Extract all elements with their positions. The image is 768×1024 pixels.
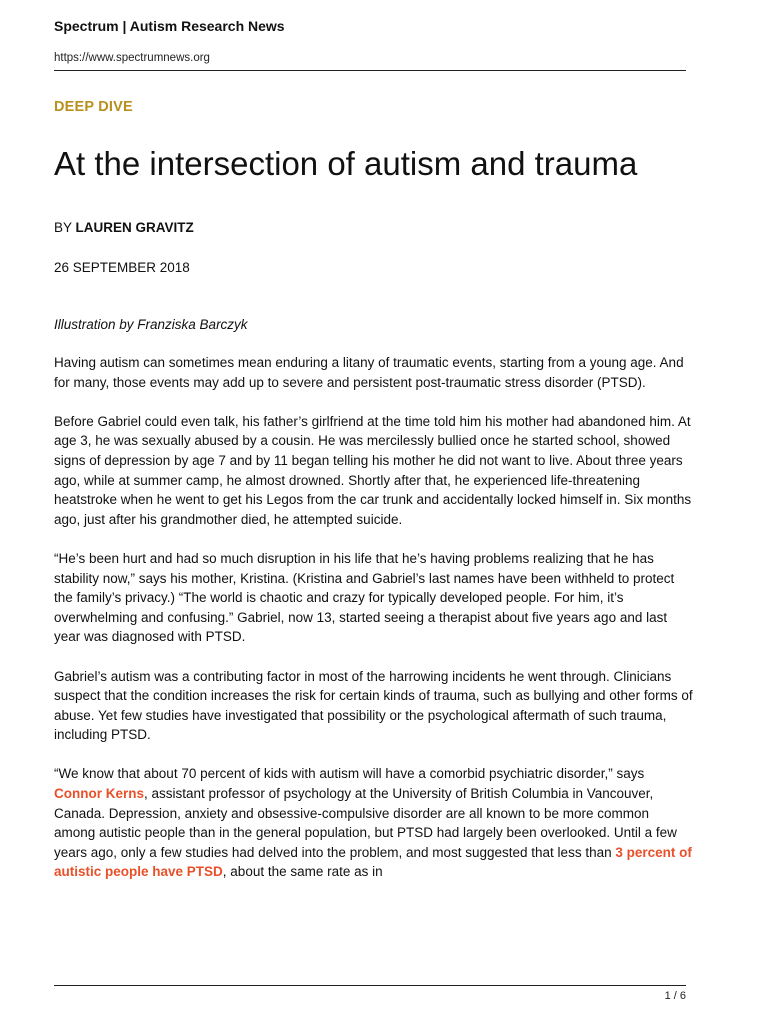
site-title: Spectrum | Autism Research News <box>54 18 285 34</box>
header-divider <box>54 70 686 71</box>
article-kicker: DEEP DIVE <box>54 99 133 115</box>
paragraph-1: Having autism can sometimes mean enduring a litany of traumatic events, starting from a young age. And for many, those events may add up to severe and persistent post-traumatic stress disorder (PTSD). <box>54 355 684 390</box>
paragraph-3: “He’s been hurt and had so much disruption in his life that he’s having problems realizing that he has stability now,” says his mother, Kristina. (Kristina and Gabriel’s last names have been withheld to protect the family’s privacy.) “The world is chaotic and crazy for typically developed people. For him, it’s overwhelming and confusing.” Gabriel, now 13, started seeing a therapist about five years ago and last year was diagnosed with PTSD. <box>54 550 675 645</box>
connor-kerns-link[interactable]: Connor Kerns <box>54 786 145 802</box>
paragraph-2: Before Gabriel could even talk, his father’s girlfriend at the time told him his mother had abandoned him. At age 3, he was sexually abused by a cousin. He was mercilessly bullied once he started school, showed signs of depression by age 7 and by 11 began telling his mother he did not want to live. About three years ago, while at summer camp, he almost drowned. Shortly after that, he experienced life-threatening heatstroke when he went to get his Legos from the car trunk and accidentally locked himself in. Six months ago, just after his grandmother died, he attempted suicide. <box>54 413 692 527</box>
article-title: At the intersection of autism and trauma <box>54 145 638 182</box>
page-number: 1 / 6 <box>664 990 686 1002</box>
publish-date: 26 SEPTEMBER 2018 <box>54 260 190 275</box>
footer-divider <box>54 985 686 986</box>
illustration-caption: Illustration by Franziska Barczyk <box>54 317 248 332</box>
article-body <box>54 353 694 902</box>
author-name: LAUREN GRAVITZ <box>75 220 194 235</box>
ptsd-rate-link[interactable]: 3 percent of autistic people have PTSD <box>54 844 692 880</box>
byline <box>54 220 194 235</box>
paragraph-5 <box>54 764 694 882</box>
paragraph-5-text-c: , about the same rate as in <box>222 864 383 880</box>
byline-prefix: BY <box>54 220 76 235</box>
document-page <box>54 0 693 1024</box>
paragraph-4: Gabriel’s autism was a contributing factor in most of the harrowing incidents he went through. Clinicians suspect that the condition increases the risk for certain kinds of trauma, such as bullying and other forms of abuse. Yet few studies have investigated that possibility or the psychological aftermath of such trauma, including PTSD. <box>54 668 693 743</box>
paragraph-5-text-a: “We know that about 70 percent of kids with autism will have a comorbid psychiatric disorder,” says <box>54 766 645 782</box>
site-url[interactable]: https://www.spectrumnews.org <box>54 52 210 64</box>
paragraph-5-text-b: , assistant professor of psychology at the University of British Columbia in Vancouver, Canada. Depression, anxiety and obsessive-compulsive disorder are all known to be more common among autistic people than in the general population, but PTSD had largely been overlooked. Until a few years ago, only a few studies had delved into the problem, and most suggested that less than <box>54 786 677 860</box>
